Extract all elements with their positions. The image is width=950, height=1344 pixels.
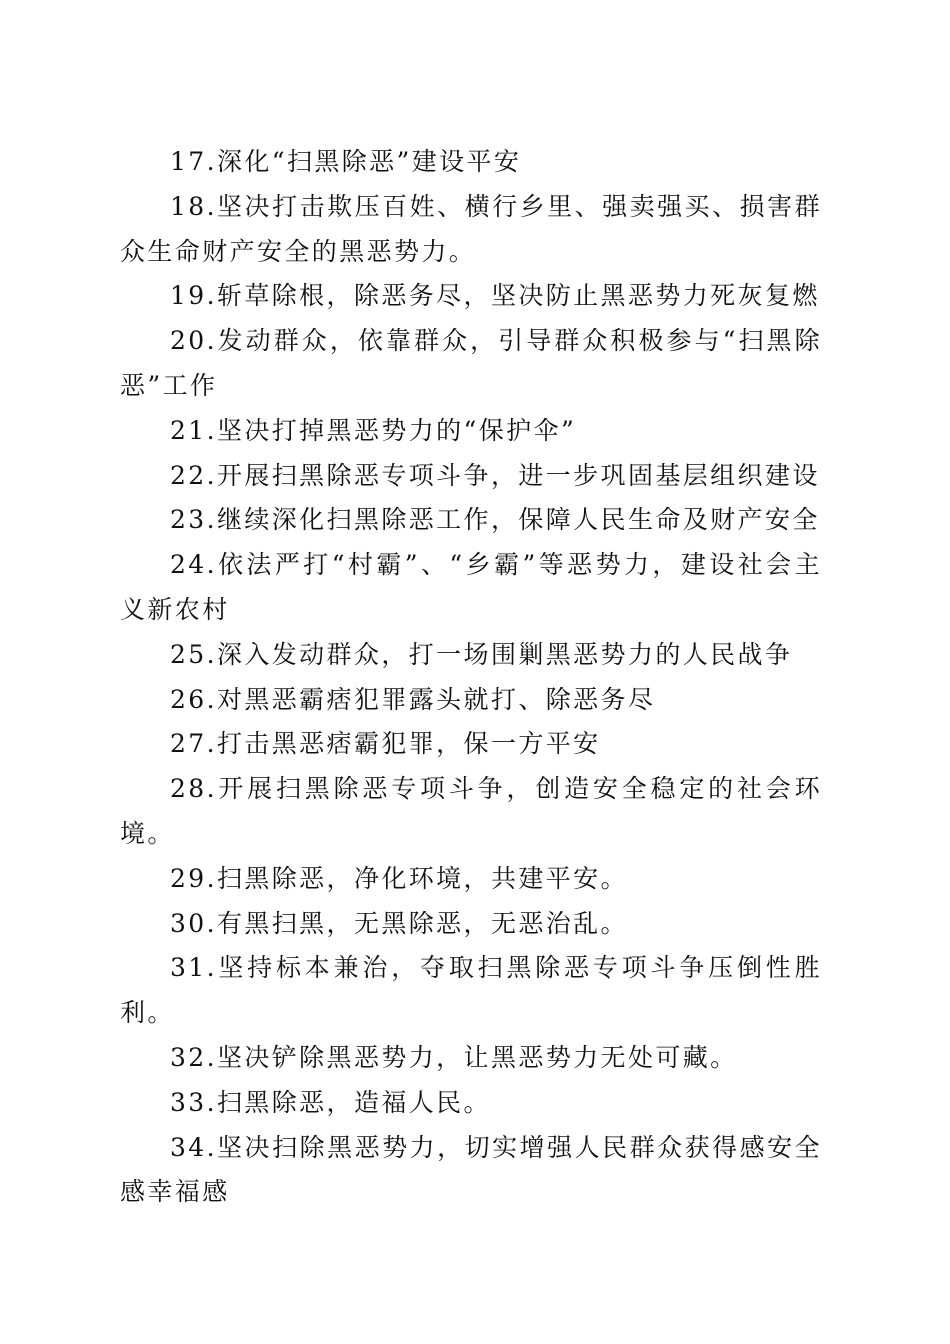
- slogan-item-31: 31.坚持标本兼治，夺取扫黑除恶专项斗争压倒性胜利。: [120, 953, 822, 1028]
- slogan-item-34: 34.坚决扫除黑恶势力，切实增强人民群众获得感安全感幸福感: [120, 1132, 822, 1207]
- slogan-item-28: 28.开展扫黑除恶专项斗争，创造安全稳定的社会环境。: [120, 774, 822, 848]
- slogan-item-18: 18.坚决打击欺压百姓、横行乡里、强卖强买、损害群众生命财产安全的黑恶势力。: [120, 191, 822, 266]
- slogan-item-24: 24.依法严打“村霸”、“乡霸”等恶势力，建设社会主义新农村: [120, 550, 822, 624]
- slogan-item-32: 32.坚决铲除黑恶势力，让黑恶势力无处可藏。: [170, 1042, 738, 1072]
- slogan-item-27: 27.打击黑恶痞霸犯罪，保一方平安: [170, 729, 601, 759]
- slogan-item-33: 33.扫黑除恶，造福人民。: [170, 1087, 491, 1117]
- slogan-item-19: 19.斩草除根，除恶务尽，坚决防止黑恶势力死灰复燃: [170, 281, 820, 311]
- slogan-item-30: 30.有黑扫黑，无黑除恶，无恶治乱。: [170, 908, 628, 938]
- slogan-item-21: 21.坚决打掉黑恶势力的“保护伞”: [170, 415, 577, 445]
- slogan-item-25: 25.深入发动群众，打一场围剿黑恶势力的人民战争: [170, 639, 793, 669]
- slogan-item-17: 17.深化“扫黑除恶”建设平安: [170, 147, 522, 176]
- slogan-list: [120, 140, 822, 1215]
- slogan-item-22: 22.开展扫黑除恶专项斗争，进一步巩固基层组织建设: [170, 460, 820, 490]
- slogan-item-20: 20.发动群众，依靠群众，引导群众积极参与“扫黑除恶”工作: [120, 326, 822, 400]
- slogan-item-26: 26.对黑恶霸痞犯罪露头就打、除恶务尽: [170, 684, 656, 714]
- slogan-item-23: 23.继续深化扫黑除恶工作，保障人民生命及财产安全: [170, 505, 820, 535]
- slogan-item-29: 29.扫黑除恶，净化环境，共建平安。: [170, 863, 628, 893]
